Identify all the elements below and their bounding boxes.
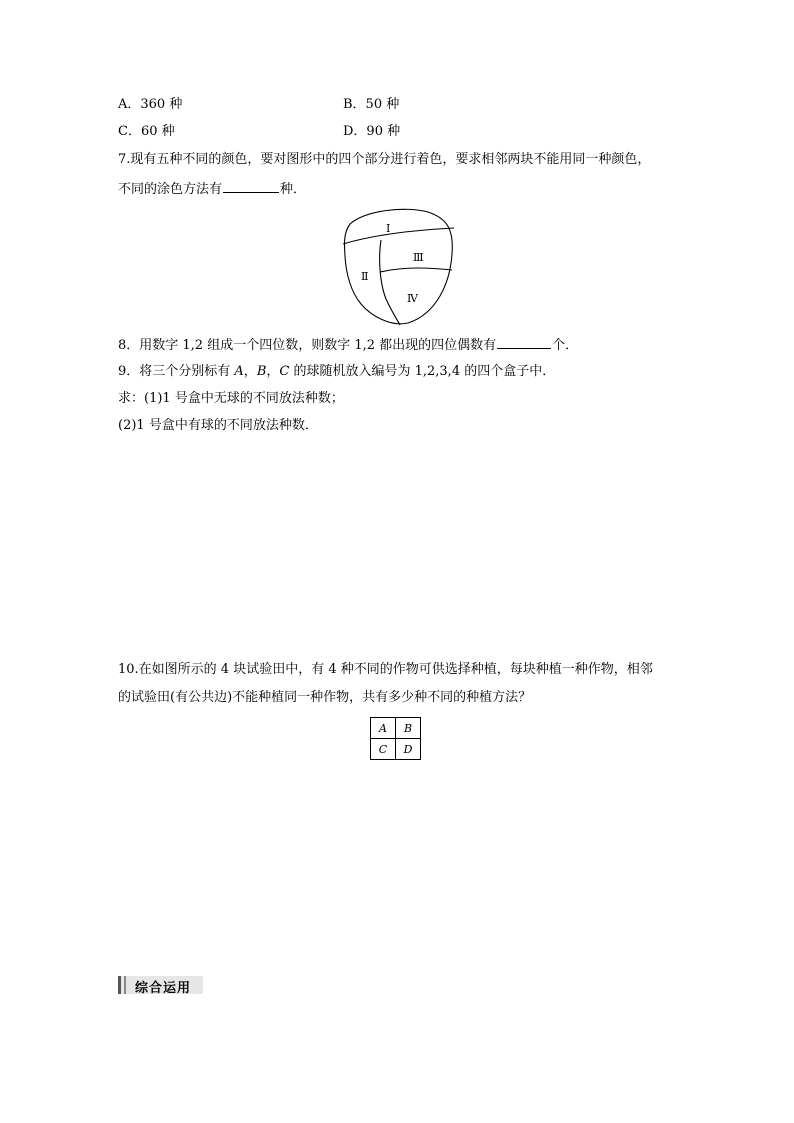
region-figure bbox=[336, 204, 460, 328]
answer-blank bbox=[223, 180, 279, 193]
section-header bbox=[118, 976, 203, 994]
field-cell-c: C bbox=[371, 739, 396, 760]
field-cell-d: D bbox=[396, 739, 421, 760]
region-label-4: Ⅳ bbox=[407, 292, 418, 305]
section-title: 综合运用 bbox=[135, 981, 192, 996]
answer-blank bbox=[497, 336, 551, 349]
q8-line bbox=[118, 336, 578, 354]
field-cell-b: B bbox=[396, 718, 421, 739]
ball-c: C bbox=[279, 364, 290, 379]
field-grid bbox=[370, 717, 421, 760]
divider-right bbox=[380, 268, 452, 272]
option-d: D．90 种 bbox=[343, 124, 401, 139]
ball-b: B bbox=[256, 364, 267, 379]
region-label-2: Ⅱ bbox=[361, 270, 369, 283]
option-b: B．50 种 bbox=[343, 97, 400, 112]
q9-line1 bbox=[118, 364, 555, 380]
option-c: C．60 种 bbox=[118, 124, 175, 139]
field-cell-a: A bbox=[371, 718, 396, 739]
q9-line1-a: 9．将三个分别标有 bbox=[118, 364, 235, 379]
q7-line1: 7.现有五种不同的颜色，要对图形中的四个部分进行着色，要求相邻两块不能用同一种颜色， bbox=[118, 152, 651, 167]
q9-line3: (2)1 号盒中有球的不同放法种数． bbox=[118, 418, 318, 433]
figure-outline bbox=[345, 209, 453, 324]
option-a: A．360 种 bbox=[118, 97, 183, 112]
q10-line1: 10.在如图所示的 4 块试验田中，有 4 种不同的作物可供选择种植，每块种植一种作物，相邻 bbox=[118, 662, 653, 677]
q9-sep2: ， bbox=[266, 364, 280, 379]
q9-line1-b: 的球随机放入编号为 1,2,3,4 的四个盒子中． bbox=[289, 364, 556, 379]
q9-line2: 求：(1)1 号盒中无球的不同放法种数； bbox=[118, 391, 344, 406]
region-label-1: Ⅰ bbox=[386, 222, 391, 235]
region-label-3: Ⅲ bbox=[413, 251, 424, 264]
ball-a: A bbox=[234, 364, 244, 379]
q7-line2-pre: 不同的涂色方法有 bbox=[118, 182, 223, 197]
q9-sep1: ， bbox=[243, 364, 257, 379]
divider-top bbox=[343, 228, 454, 244]
q7-line2-post: 种． bbox=[280, 182, 307, 197]
q8-post: 个． bbox=[552, 338, 579, 353]
divider-left bbox=[380, 240, 400, 325]
q7-line2 bbox=[118, 180, 306, 198]
section-bar bbox=[124, 976, 126, 994]
q8-pre: 8．用数字 1,2 组成一个四位数，则数字 1,2 都出现的四位偶数有 bbox=[118, 338, 497, 353]
q10-line2: 的试验田(有公共边)不能种植同一种作物，共有多少种不同的种植方法？ bbox=[118, 690, 532, 705]
